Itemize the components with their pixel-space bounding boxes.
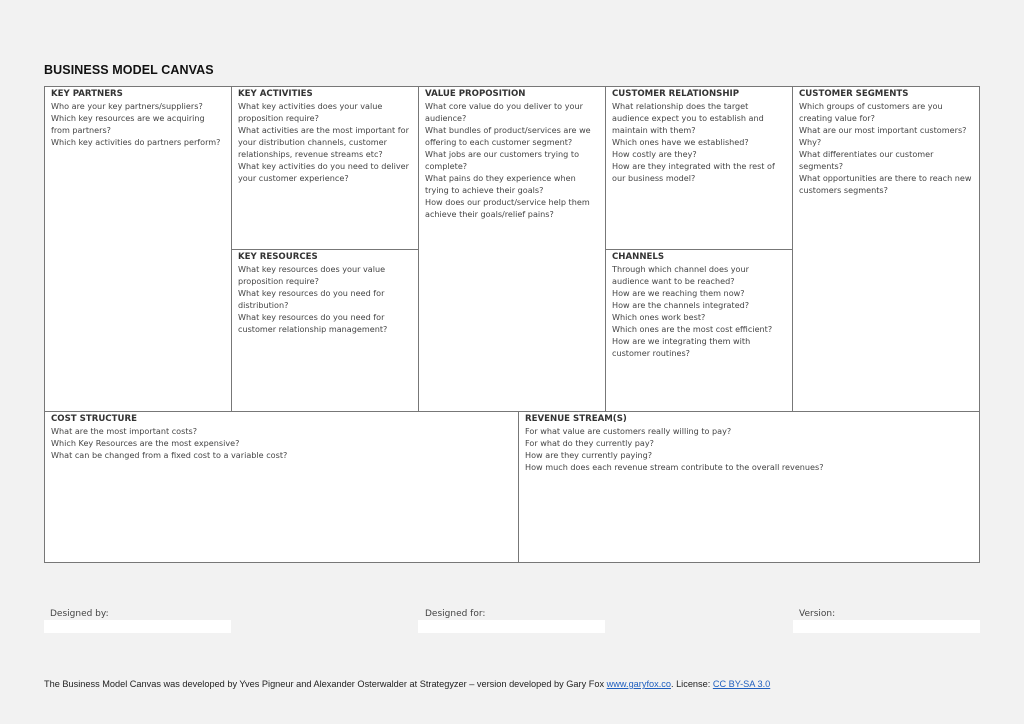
question-line: What opportunities are there to reach new customers segments? (799, 173, 972, 195)
question-line: For what do they currently pay? (525, 438, 654, 448)
block-heading: KEY RESOURCES (238, 252, 318, 262)
block-questions (612, 263, 786, 359)
designed-by-field[interactable] (44, 620, 231, 633)
value-proposition-block[interactable] (419, 87, 605, 411)
block-heading: CHANNELS (612, 252, 665, 262)
designed-for-label: Designed for: (425, 609, 486, 619)
question-line: What key activities do you need to deliver your customer experience? (238, 161, 409, 183)
block-questions (238, 263, 412, 335)
question-line: How are the channels integrated? (612, 300, 750, 310)
block-questions (51, 425, 512, 461)
question-line: For what value are customers really willing to pay? (525, 426, 732, 436)
question-line: What are the most important costs? (51, 426, 198, 436)
block-heading: CUSTOMER RELATIONSHIP (612, 89, 740, 99)
question-line: How are they currently paying? (525, 450, 653, 460)
cost-structure-block[interactable] (45, 412, 518, 562)
designed-by-label: Designed by: (50, 609, 109, 619)
block-heading: KEY ACTIVITIES (238, 89, 313, 99)
question-line: Who are your key partners/suppliers? (51, 101, 203, 111)
question-line: What are our most important customers? Why? (799, 125, 967, 147)
channels-block[interactable] (606, 250, 792, 411)
question-line: What bundles of product/services are we offering to each customer segment? (425, 125, 591, 147)
license-link[interactable]: CC BY-SA 3.0 (712, 679, 771, 689)
block-questions (525, 425, 973, 473)
key-activities-block[interactable] (232, 87, 418, 249)
credit-line (44, 679, 770, 689)
business-model-canvas (44, 86, 980, 563)
garyfox-link[interactable]: www.garyfox.co (606, 679, 671, 689)
version-field[interactable] (793, 620, 980, 633)
block-questions (425, 100, 599, 220)
question-line: How are they integrated with the rest of our business model? (612, 161, 775, 183)
block-heading: CUSTOMER SEGMENTS (799, 89, 909, 99)
question-line: What key resources does your value proposition require? (238, 264, 386, 286)
block-questions (799, 100, 973, 196)
question-line: Which key activities do partners perform? (51, 137, 221, 147)
question-line: Which ones have we established? (612, 137, 749, 147)
block-heading: KEY PARTNERS (51, 89, 123, 99)
block-heading: VALUE PROPOSITION (425, 89, 526, 99)
key-resources-block[interactable] (232, 250, 418, 411)
question-line: How are we reaching them now? (612, 288, 745, 298)
question-line: Which Key Resources are the most expensive? (51, 438, 240, 448)
key-partners-block[interactable] (45, 87, 231, 411)
question-line: What activities are the most important for your distribution channels, customer relationships, revenue streams etc? (238, 125, 409, 159)
question-line: How are we integrating them with customer routines? (612, 336, 751, 358)
question-line: How does our product/service help them achieve their goals/relief pains? (425, 197, 590, 219)
block-heading: COST STRUCTURE (51, 414, 137, 424)
block-questions (51, 100, 225, 148)
question-line: How much does each revenue stream contribute to the overall revenues? (525, 462, 824, 472)
question-line: What core value do you deliver to your audience? (425, 101, 583, 123)
credit-text: The Business Model Canvas was developed by Yves Pigneur and Alexander Osterwalder at Strategyzer – version developed by Gary Fox (44, 679, 607, 689)
question-line: What key resources do you need for customer relationship management? (238, 312, 388, 334)
question-line: What can be changed from a fixed cost to a variable cost? (51, 450, 288, 460)
question-line: Through which channel does your audience want to be reached? (612, 264, 749, 286)
revenue-streams-block[interactable] (519, 412, 979, 562)
question-line: Which ones are the most cost efficient? (612, 324, 773, 334)
block-questions (238, 100, 412, 184)
question-line: Which ones work best? (612, 312, 706, 322)
question-line: What key resources do you need for distribution? (238, 288, 385, 310)
block-questions (612, 100, 786, 184)
customer-segments-block[interactable] (793, 87, 979, 411)
version-label: Version: (799, 609, 836, 619)
page-title: BUSINESS MODEL CANVAS (44, 63, 214, 77)
block-heading: REVENUE STREAM(S) (525, 414, 627, 424)
designed-for-field[interactable] (418, 620, 605, 633)
customer-relationship-block[interactable] (606, 87, 792, 249)
question-line: Which key resources are we acquiring from partners? (51, 113, 205, 135)
question-line: What jobs are our customers trying to complete? (425, 149, 580, 171)
question-line: What differentiates our customer segments? (799, 149, 934, 171)
question-line: What pains do they experience when trying to achieve their goals? (425, 173, 576, 195)
question-line: What key activities does your value proposition require? (238, 101, 383, 123)
question-line: What relationship does the target audience expect you to establish and maintain with them? (612, 101, 764, 135)
question-line: Which groups of customers are you creating value for? (799, 101, 943, 123)
credit-license-text: . License: (670, 679, 713, 689)
question-line: How costly are they? (612, 149, 697, 159)
